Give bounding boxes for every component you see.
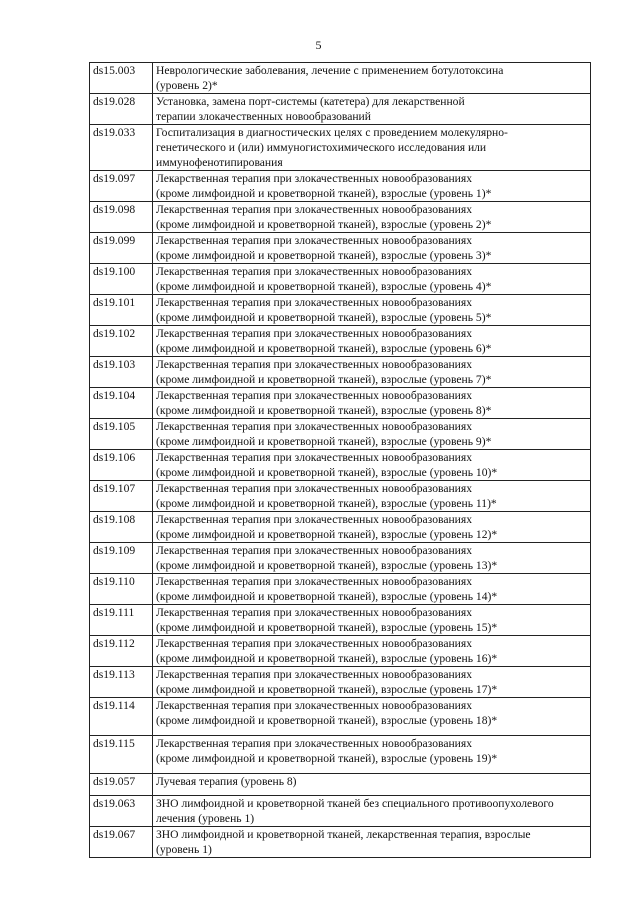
row-name: Лекарственная терапия при злокачественных новообразованиях (кроме лимфоидной и кроветворной тканей), взрослые (уровень 6)*: [153, 326, 591, 357]
row-code: ds19.105: [90, 419, 153, 450]
row-code: ds19.109: [90, 543, 153, 574]
table-row: [90, 326, 591, 357]
row-name: Лекарственная терапия при злокачественных новообразованиях (кроме лимфоидной и кроветворной тканей), взрослые (уровень 9)*: [153, 419, 591, 450]
table-row: [90, 388, 591, 419]
row-code: ds19.028: [90, 94, 153, 125]
row-name: Лекарственная терапия при злокачественных новообразованиях (кроме лимфоидной и кроветворной тканей), взрослые (уровень 3)*: [153, 233, 591, 264]
row-code: ds19.097: [90, 171, 153, 202]
row-code: ds15.003: [90, 63, 153, 94]
table-row: [90, 667, 591, 698]
row-name: Лекарственная терапия при злокачественных новообразованиях (кроме лимфоидной и кроветворной тканей), взрослые (уровень 7)*: [153, 357, 591, 388]
table-row: [90, 202, 591, 233]
row-name: Госпитализация в диагностических целях с проведением молекулярно- генетического и (или) иммуногистохимического исследования или иммунофенотипирования: [153, 125, 591, 171]
row-code: ds19.102: [90, 326, 153, 357]
row-code: ds19.100: [90, 264, 153, 295]
table-row: [90, 543, 591, 574]
row-name: Лекарственная терапия при злокачественных новообразованиях (кроме лимфоидной и кроветворной тканей), взрослые (уровень 11)*: [153, 481, 591, 512]
row-code: ds19.099: [90, 233, 153, 264]
row-code: ds19.111: [90, 605, 153, 636]
table-row: [90, 796, 591, 827]
row-name: Лекарственная терапия при злокачественных новообразованиях (кроме лимфоидной и кроветворной тканей), взрослые (уровень 18)*: [153, 698, 591, 736]
row-name: ЗНО лимфоидной и кроветворной тканей без специального противоопухолевого лечения (уровень 1): [153, 796, 591, 827]
row-code: ds19.067: [90, 827, 153, 858]
row-name: Лучевая терапия (уровень 8): [153, 774, 591, 796]
row-name: Лекарственная терапия при злокачественных новообразованиях (кроме лимфоидной и кроветворной тканей), взрослые (уровень 10)*: [153, 450, 591, 481]
table-row: [90, 827, 591, 858]
table-row: [90, 774, 591, 796]
table-row: [90, 357, 591, 388]
row-code: ds19.104: [90, 388, 153, 419]
row-code: ds19.114: [90, 698, 153, 736]
row-code: ds19.063: [90, 796, 153, 827]
row-name: Лекарственная терапия при злокачественных новообразованиях (кроме лимфоидной и кроветворной тканей), взрослые (уровень 16)*: [153, 636, 591, 667]
table-row: [90, 264, 591, 295]
row-name: Лекарственная терапия при злокачественных новообразованиях (кроме лимфоидной и кроветворной тканей), взрослые (уровень 5)*: [153, 295, 591, 326]
table-row: [90, 125, 591, 171]
table-row: [90, 94, 591, 125]
row-name: Лекарственная терапия при злокачественных новообразованиях (кроме лимфоидной и кроветворной тканей), взрослые (уровень 12)*: [153, 512, 591, 543]
row-code: ds19.107: [90, 481, 153, 512]
row-name: Лекарственная терапия при злокачественных новообразованиях (кроме лимфоидной и кроветворной тканей), взрослые (уровень 1)*: [153, 171, 591, 202]
row-code: ds19.033: [90, 125, 153, 171]
table-row: [90, 698, 591, 736]
table-row: [90, 63, 591, 94]
table-row: [90, 419, 591, 450]
table-row: [90, 636, 591, 667]
row-name: Лекарственная терапия при злокачественных новообразованиях (кроме лимфоидной и кроветворной тканей), взрослые (уровень 13)*: [153, 543, 591, 574]
table-row: [90, 171, 591, 202]
row-code: ds19.103: [90, 357, 153, 388]
row-code: ds19.098: [90, 202, 153, 233]
row-code: ds19.108: [90, 512, 153, 543]
code-table: [89, 62, 591, 858]
table-row: [90, 512, 591, 543]
page-number: 5: [315, 38, 322, 52]
table-row: [90, 481, 591, 512]
row-code: ds19.057: [90, 774, 153, 796]
table-row: [90, 605, 591, 636]
row-name: Лекарственная терапия при злокачественных новообразованиях (кроме лимфоидной и кроветворной тканей), взрослые (уровень 8)*: [153, 388, 591, 419]
row-name: Лекарственная терапия при злокачественных новообразованиях (кроме лимфоидной и кроветворной тканей), взрослые (уровень 4)*: [153, 264, 591, 295]
row-name: Лекарственная терапия при злокачественных новообразованиях (кроме лимфоидной и кроветворной тканей), взрослые (уровень 2)*: [153, 202, 591, 233]
row-name: Лекарственная терапия при злокачественных новообразованиях (кроме лимфоидной и кроветворной тканей), взрослые (уровень 19)*: [153, 736, 591, 774]
row-code: ds19.115: [90, 736, 153, 774]
row-code: ds19.101: [90, 295, 153, 326]
row-code: ds19.110: [90, 574, 153, 605]
row-code: ds19.113: [90, 667, 153, 698]
table-row: [90, 450, 591, 481]
row-code: ds19.112: [90, 636, 153, 667]
table-row: [90, 736, 591, 774]
table-row: [90, 295, 591, 326]
row-name: Неврологические заболевания, лечение с применением ботулотоксина (уровень 2)*: [153, 63, 591, 94]
row-code: ds19.106: [90, 450, 153, 481]
row-name: Лекарственная терапия при злокачественных новообразованиях (кроме лимфоидной и кроветворной тканей), взрослые (уровень 15)*: [153, 605, 591, 636]
row-name: Лекарственная терапия при злокачественных новообразованиях (кроме лимфоидной и кроветворной тканей), взрослые (уровень 17)*: [153, 667, 591, 698]
row-name: Установка, замена порт-системы (катетера) для лекарственной терапии злокачественных новообразований: [153, 94, 591, 125]
table-row: [90, 574, 591, 605]
row-name: Лекарственная терапия при злокачественных новообразованиях (кроме лимфоидной и кроветворной тканей), взрослые (уровень 14)*: [153, 574, 591, 605]
row-name: ЗНО лимфоидной и кроветворной тканей, лекарственная терапия, взрослые (уровень 1): [153, 827, 591, 858]
table-row: [90, 233, 591, 264]
